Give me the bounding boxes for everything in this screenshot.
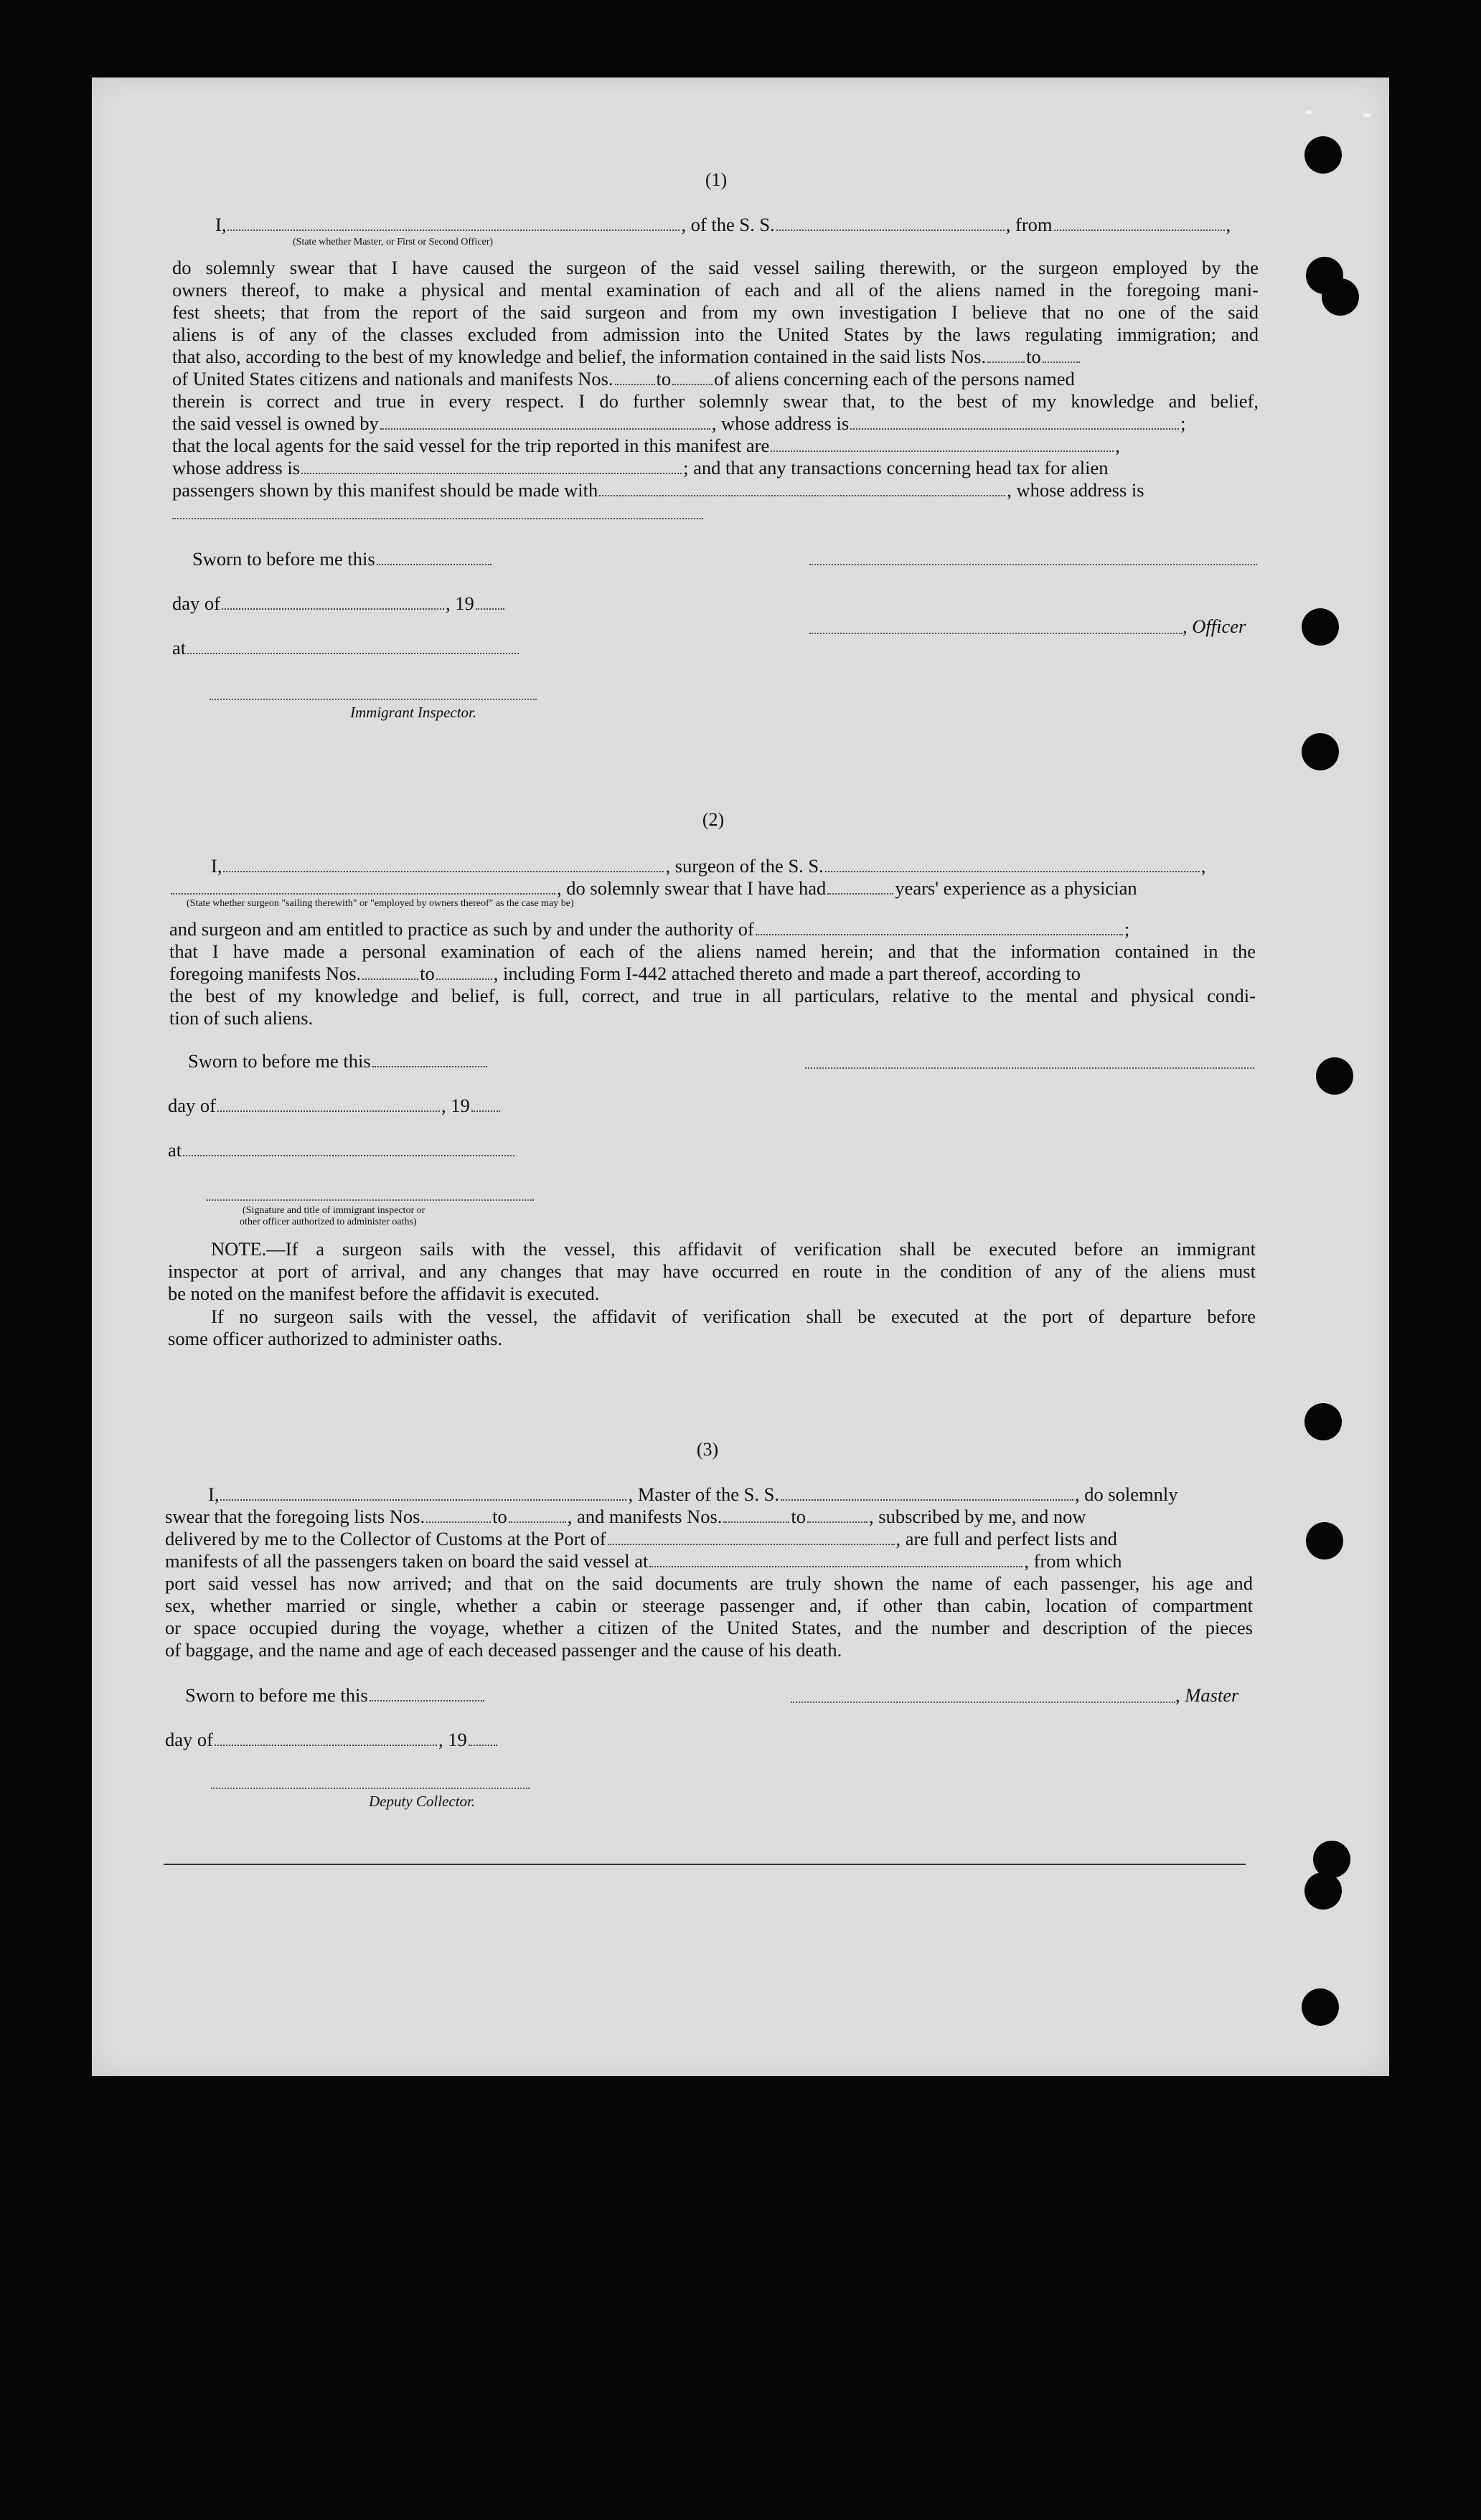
section-number: (1): [705, 169, 728, 190]
signature-note: other officer authorized to administer oaths): [240, 1217, 417, 1227]
oath-text-line: tion of such aliens.: [169, 1007, 314, 1029]
oath-text-line: that also, according to the best of my knowledge and belief, the information contained in the said lists Nos. to: [172, 346, 1081, 368]
oath-text-line: passengers shown by this manifest should be made with , whose address is: [172, 479, 1144, 501]
oath-text-line: therein is correct and true in every respect. I do further solemnly swear that, to the best of my knowledge and belief,: [172, 390, 1259, 412]
collector-label: Deputy Collector.: [369, 1793, 476, 1810]
master-label: , Master: [1175, 1684, 1239, 1706]
punch-hole: [1304, 1872, 1342, 1910]
place-label: at: [172, 637, 520, 659]
date-label: day of , 19: [165, 1729, 499, 1751]
inspector-label: Immigrant Inspector.: [350, 704, 477, 721]
signature-line: [207, 1199, 534, 1201]
blank-line: [172, 518, 703, 519]
oath-text-line: or space occupied during the voyage, whether a citizen of the United States, and the number and description of the pieces: [165, 1617, 1253, 1638]
section-number: (2): [702, 809, 725, 830]
punch-hole: [1304, 1403, 1342, 1440]
oath-text-line: of baggage, and the name and age of each deceased passenger and the cause of his death.: [165, 1639, 842, 1661]
oath-text-line: the said vessel is owned by , whose address is ;: [172, 412, 1186, 434]
surgeon-line: , do solemnly swear that I have had years' experience as a physician: [169, 877, 1137, 900]
film-speck: [1306, 110, 1312, 114]
sworn-label: Sworn to before me this: [188, 1050, 489, 1072]
oath-text-line: delivered by me to the Collector of Customs at the Port of , are full and perfect lists and: [165, 1528, 1117, 1549]
oath-text-line: fest sheets; that from the report of the said surgeon and from my own investigation I believe that no one of the said: [172, 301, 1259, 323]
place-label: at: [168, 1139, 516, 1161]
punch-hole: [1316, 1057, 1353, 1095]
oath-text-line: manifests of all the passengers taken on board the said vessel at , from which: [165, 1550, 1122, 1572]
bottom-rule: [164, 1864, 1246, 1865]
oath-text-line: and surgeon and am entitled to practice as such by and under the authority of ;: [169, 918, 1130, 940]
surgeon-line: I, , surgeon of the S. S. ,: [211, 855, 1206, 877]
surgeon-note: (State whether surgeon "sailing therewith" or "employed by owners thereof" as the case may be): [187, 898, 574, 909]
note-text-line: be noted on the manifest before the affidavit is executed.: [168, 1283, 600, 1304]
note-text-line: If no surgeon sails with the vessel, the affidavit of verification shall be executed at the port of departure before: [211, 1306, 1256, 1327]
punch-hole: [1302, 608, 1339, 646]
oath-text-line: foregoing manifests Nos. to , including Form I-442 attached thereto and made a part thereof, according to: [169, 963, 1081, 984]
sworn-label: Sworn to before me this: [192, 548, 493, 570]
signature-line: [809, 564, 1257, 565]
note-text-line: NOTE.—If a surgeon sails with the vessel, this affidavit of verification shall be executed before an immigrant: [211, 1238, 1256, 1260]
oath-text-line: of United States citizens and nationals and manifests Nos. to of aliens concerning each of the persons named: [172, 368, 1075, 390]
signature-line: [211, 1788, 530, 1789]
oath-text-line: that the local agents for the said vessel for the trip reported in this manifest are ,: [172, 435, 1120, 456]
punch-hole: [1306, 1522, 1343, 1559]
signature-line: [210, 699, 537, 700]
signature-line: [809, 633, 1183, 634]
officer-note: (State whether Master, or First or Second Officer): [293, 237, 494, 247]
note-text-line: some officer authorized to administer oaths.: [168, 1328, 503, 1349]
oath-text-line: port said vessel has now arrived; and that on the said documents are truly shown the name of each passenger, his age and: [165, 1572, 1253, 1594]
oath-text-line: do solemnly swear that I have caused the surgeon of the said vessel sailing therewith, or the surgeon employed by the: [172, 257, 1259, 278]
oath-text-line: swear that the foregoing lists Nos. to , and manifests Nos. to , subscribed by me, and now: [165, 1506, 1086, 1527]
sworn-label: Sworn to before me this: [185, 1684, 486, 1707]
oath-text-line: sex, whether married or single, whether a cabin or steerage passenger and, if other than cabin, location of compartment: [165, 1595, 1253, 1616]
signature-line: [791, 1702, 1175, 1703]
note-text-line: inspector at port of arrival, and any changes that may have occurred en route in the condition of any of the aliens must: [168, 1260, 1256, 1282]
oath-text-line: the best of my knowledge and belief, is full, correct, and true in all particulars, relative to the mental and physical condi-: [169, 985, 1256, 1006]
master-line: I, , Master of the S. S. , do solemnly: [208, 1483, 1178, 1505]
punch-hole: [1302, 733, 1339, 770]
punch-hole: [1304, 136, 1342, 174]
oath-text-line: owners thereof, to make a physical and mental examination of each and all of the aliens named in the foregoing mani-: [172, 279, 1259, 301]
date-label: day of , 19: [168, 1095, 502, 1117]
oath-text-line: aliens is of any of the classes excluded from admission into the United States by the laws regulating immigration; and: [172, 324, 1259, 345]
officer-label: , Officer: [1183, 615, 1246, 637]
oath-text-line: that I have made a personal examination of each of the aliens named herein; and that the information contained in the: [169, 940, 1256, 962]
signature-line: [805, 1067, 1254, 1069]
punch-hole: [1302, 1988, 1339, 2026]
film-speck: [1363, 113, 1370, 117]
punch-hole: [1322, 278, 1359, 316]
date-label: day of , 19: [172, 593, 506, 615]
officer-line: I, , of the S. S. , from ,: [215, 214, 1231, 235]
oath-text-line: whose address is ; and that any transactions concerning head tax for alien: [172, 457, 1109, 478]
section-number: (3): [696, 1439, 719, 1460]
signature-note: (Signature and title of immigrant inspector or: [243, 1205, 426, 1216]
